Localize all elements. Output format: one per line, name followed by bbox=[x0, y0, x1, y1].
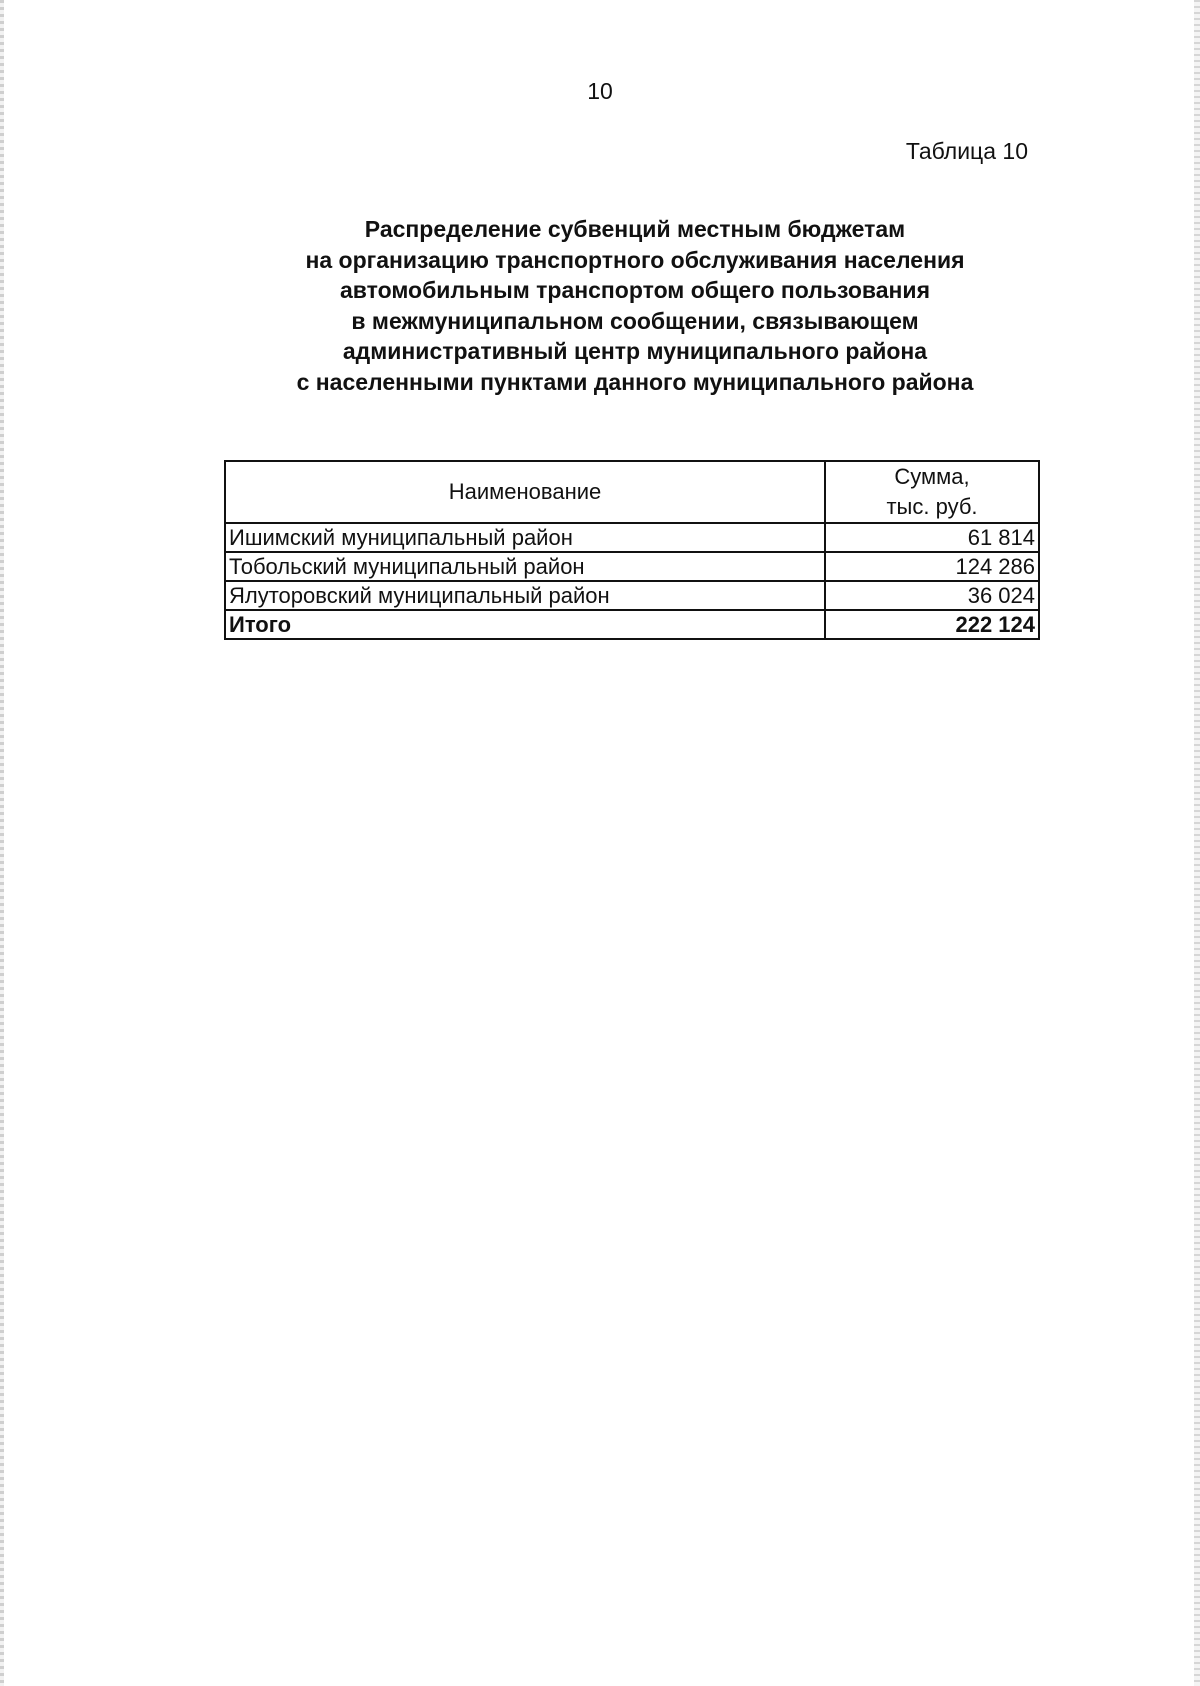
total-label: Итого bbox=[225, 610, 825, 639]
title-line: на организацию транспортного обслуживания населения bbox=[305, 246, 965, 273]
table-row bbox=[225, 552, 1039, 581]
row-name: Тобольский муниципальный район bbox=[225, 552, 825, 581]
row-sum: 36 024 bbox=[825, 581, 1039, 610]
header-sum-line2: тыс. руб. bbox=[886, 494, 978, 519]
table-row bbox=[225, 523, 1039, 552]
header-name: Наименование bbox=[225, 461, 825, 523]
row-sum: 61 814 bbox=[825, 523, 1039, 552]
table-caption: Таблица 10 bbox=[905, 138, 1028, 164]
page-number: 10 bbox=[587, 78, 613, 104]
title-line: административный центр муниципального района bbox=[342, 338, 928, 364]
title-line: с населенными пунктами данного муниципального района bbox=[296, 368, 974, 395]
title-line: в межмуниципальном сообщении, связывающем bbox=[351, 307, 919, 334]
header-sum bbox=[825, 461, 1039, 523]
row-sum: 124 286 bbox=[825, 552, 1039, 581]
table-total-row bbox=[225, 610, 1039, 639]
total-sum: 222 124 bbox=[825, 610, 1039, 639]
document-title bbox=[0, 214, 1200, 397]
title-line: Распределение субвенций местным бюджетам bbox=[364, 216, 906, 242]
row-name: Ишимский муниципальный район bbox=[225, 523, 825, 552]
table-header-row bbox=[225, 461, 1039, 523]
row-name: Ялуторовский муниципальный район bbox=[225, 581, 825, 610]
header-sum-line1: Сумма, bbox=[894, 464, 970, 489]
subsidy-table bbox=[224, 460, 1040, 640]
title-line: автомобильным транспортом общего пользования bbox=[340, 277, 930, 303]
table-row bbox=[225, 581, 1039, 610]
